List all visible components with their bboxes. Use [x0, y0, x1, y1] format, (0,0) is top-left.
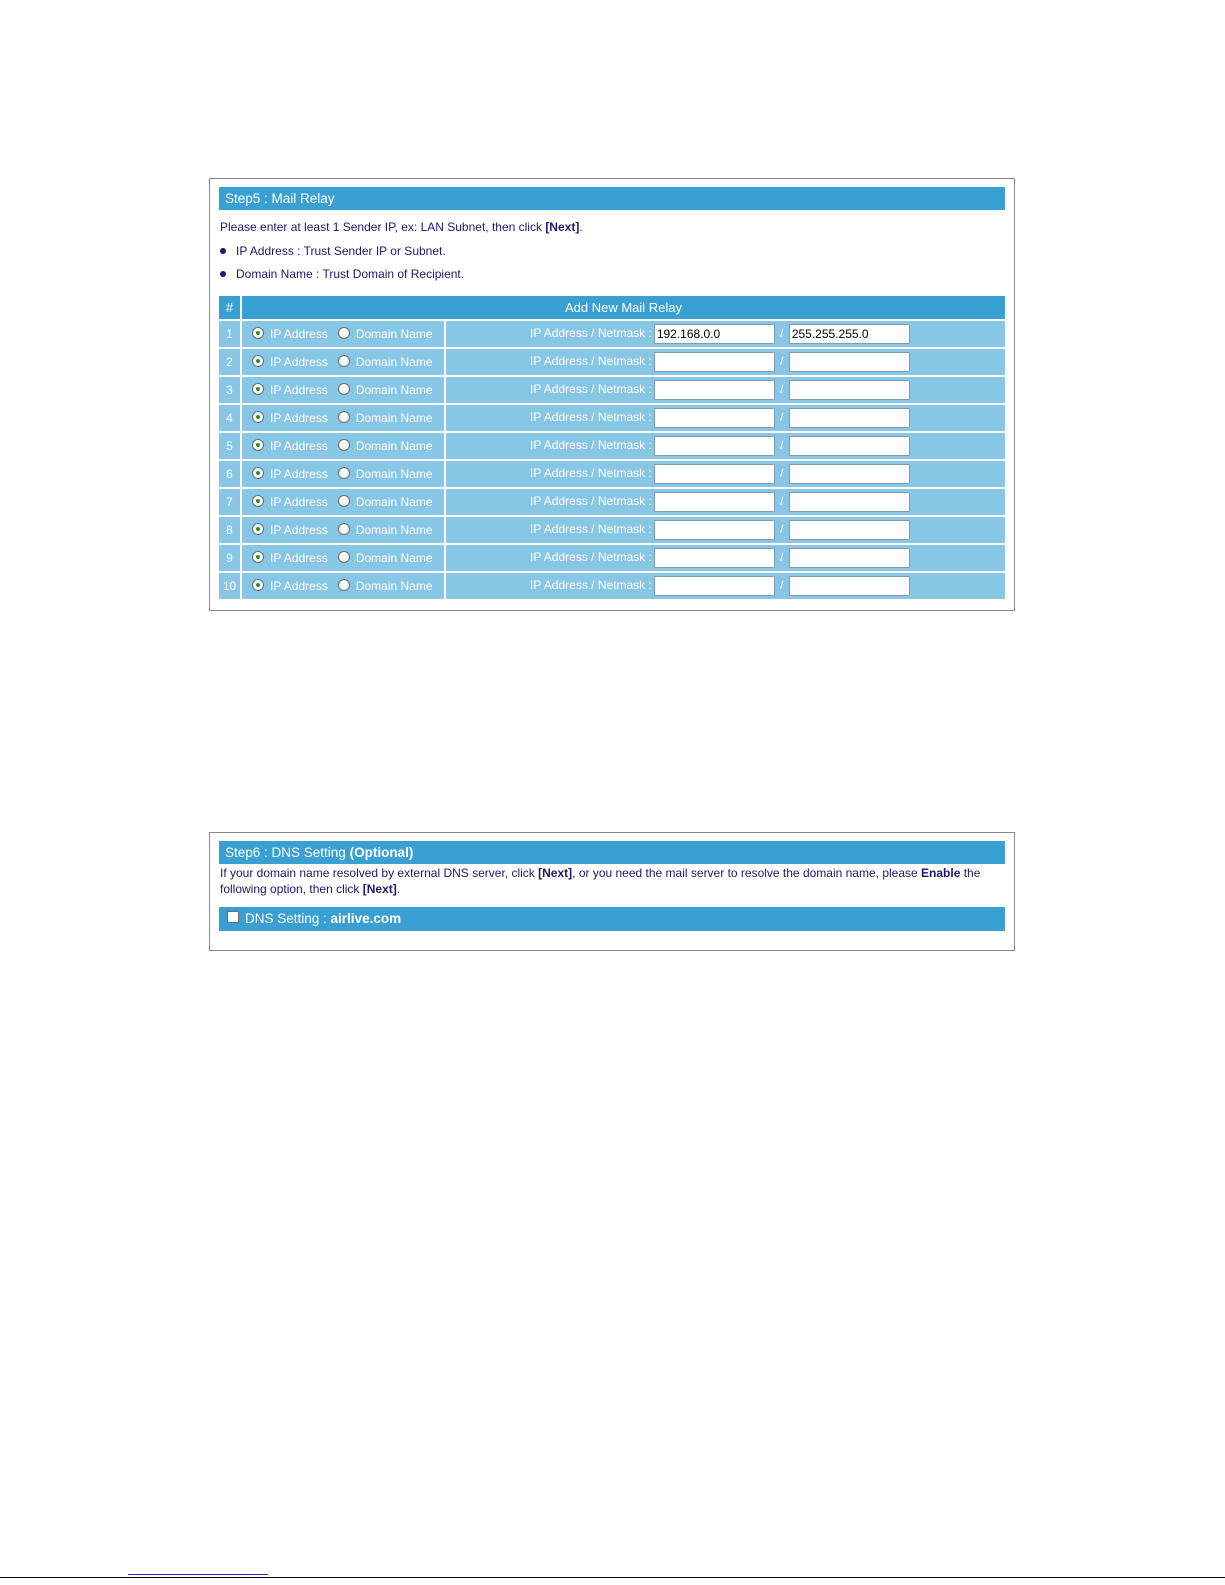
step5-instruction [220, 220, 583, 234]
step6-instruction [220, 865, 1000, 897]
ip-netmask-label: IP Address / Netmask : [530, 438, 652, 453]
table-row [219, 319, 1005, 347]
domain-name-option-label: Domain Name [355, 439, 433, 453]
ip-netmask-label: IP Address / Netmask : [530, 354, 652, 369]
bullet-ip [220, 244, 446, 258]
row-number: 5 [219, 431, 242, 459]
mail-relay-panel [209, 178, 1015, 611]
relay-type-cell [242, 431, 446, 459]
domain-name-option-label: Domain Name [355, 579, 433, 593]
step6-title [219, 841, 1005, 864]
row-number: 4 [219, 403, 242, 431]
relay-type-cell [242, 515, 446, 543]
relay-address-cell [446, 543, 1005, 571]
domain-name-radio[interactable] [338, 467, 350, 479]
table-row [219, 487, 1005, 515]
ip-address-option-label: IP Address [270, 327, 328, 341]
table-row [219, 375, 1005, 403]
relay-address-cell [446, 459, 1005, 487]
col-number-header: # [219, 296, 242, 319]
netmask-input[interactable] [789, 464, 910, 484]
instruction-text: Please enter at least 1 Sender IP, ex: LAN Subnet, then click [220, 220, 546, 234]
table-row [219, 403, 1005, 431]
footer-link-underline [128, 1574, 268, 1575]
ip-netmask-label: IP Address / Netmask : [530, 466, 652, 481]
slash-separator: / [780, 466, 784, 481]
ip-netmask-label: IP Address / Netmask : [530, 382, 652, 397]
domain-name-radio[interactable] [338, 439, 350, 451]
ip-netmask-label: IP Address / Netmask : [530, 494, 652, 509]
slash-separator: / [780, 550, 784, 565]
ip-address-radio[interactable] [252, 467, 264, 479]
slash-separator: / [780, 354, 784, 369]
ip-address-option-label: IP Address [270, 467, 328, 481]
footer-divider [0, 1577, 1225, 1578]
relay-type-cell [242, 347, 446, 375]
domain-name-option-label: Domain Name [355, 467, 433, 481]
ip-address-radio[interactable] [252, 439, 264, 451]
netmask-input[interactable] [789, 436, 910, 456]
mail-relay-table [219, 296, 1005, 599]
netmask-input[interactable] [789, 548, 910, 568]
dns-setting-checkbox[interactable] [227, 911, 239, 923]
domain-name-radio[interactable] [338, 495, 350, 507]
table-row [219, 571, 1005, 599]
table-row [219, 515, 1005, 543]
row-number: 7 [219, 487, 242, 515]
slash-separator: / [780, 578, 784, 593]
dns-text-2: , or you need the mail server to resolve the domain name, please [572, 866, 922, 880]
ip-address-input[interactable] [654, 436, 775, 456]
slash-separator: / [780, 438, 784, 453]
domain-name-radio[interactable] [338, 551, 350, 563]
domain-name-option-label: Domain Name [355, 523, 433, 537]
domain-name-radio[interactable] [338, 383, 350, 395]
table-header-row [219, 296, 1005, 319]
bullet-domain [220, 267, 464, 281]
ip-address-input[interactable] [654, 492, 775, 512]
dns-text-4: . [396, 882, 401, 896]
ip-netmask-label: IP Address / Netmask : [530, 326, 652, 341]
netmask-input[interactable] [789, 520, 910, 540]
relay-type-cell [242, 319, 446, 347]
ip-address-option-label: IP Address [270, 383, 328, 397]
ip-address-option-label: IP Address [270, 355, 328, 369]
ip-netmask-label: IP Address / Netmask : [530, 550, 652, 565]
relay-type-cell [242, 459, 446, 487]
ip-address-radio[interactable] [252, 551, 264, 563]
dns-next-2: [Next] [362, 882, 397, 896]
netmask-input[interactable] [789, 576, 910, 596]
ip-address-option-label: IP Address [270, 523, 328, 537]
slash-separator: / [780, 522, 784, 537]
relay-address-cell [446, 319, 1005, 347]
ip-address-option-label: IP Address [270, 579, 328, 593]
ip-netmask-label: IP Address / Netmask : [530, 522, 652, 537]
ip-address-radio[interactable] [252, 327, 264, 339]
relay-address-cell [446, 375, 1005, 403]
domain-name-radio[interactable] [338, 523, 350, 535]
dns-text-1: If your domain name resolved by external DNS server, click [220, 866, 539, 880]
table-row [219, 459, 1005, 487]
relay-address-cell [446, 515, 1005, 543]
row-number: 1 [219, 319, 242, 347]
relay-type-cell [242, 375, 446, 403]
dns-domain-value: airlive.com [330, 911, 402, 926]
relay-address-cell [446, 571, 1005, 599]
slash-separator: / [780, 410, 784, 425]
table-row [219, 543, 1005, 571]
ip-address-option-label: IP Address [270, 439, 328, 453]
dns-next-1: [Next] [538, 866, 573, 880]
ip-address-option-label: IP Address [270, 411, 328, 425]
col-title-header: Add New Mail Relay [242, 296, 1005, 319]
step6-title-optional: (Optional) [349, 845, 414, 860]
ip-address-radio[interactable] [252, 495, 264, 507]
step5-title: Step5 : Mail Relay [219, 187, 1005, 210]
dns-setting-row [219, 907, 1005, 931]
table-row [219, 347, 1005, 375]
relay-type-cell [242, 487, 446, 515]
domain-name-radio[interactable] [338, 327, 350, 339]
relay-type-cell [242, 403, 446, 431]
dns-text-3: the following option, then click [220, 866, 981, 896]
row-number: 8 [219, 515, 242, 543]
netmask-input[interactable] [789, 380, 910, 400]
domain-name-option-label: Domain Name [355, 383, 433, 397]
ip-address-option-label: IP Address [270, 551, 328, 565]
dns-enable: Enable [921, 866, 961, 880]
ip-address-input[interactable] [654, 576, 775, 596]
relay-address-cell [446, 347, 1005, 375]
ip-address-input[interactable] [654, 408, 775, 428]
dns-setting-label: DNS Setting : [245, 911, 331, 926]
row-number: 9 [219, 543, 242, 571]
bullet-domain-text: Domain Name : Trust Domain of Recipient. [236, 267, 465, 281]
dns-setting-panel [209, 832, 1015, 951]
ip-address-radio[interactable] [252, 411, 264, 423]
ip-address-radio[interactable] [252, 523, 264, 535]
ip-address-input[interactable] [654, 520, 775, 540]
ip-netmask-label: IP Address / Netmask : [530, 410, 652, 425]
step6-title-text: Step6 : DNS Setting [225, 845, 350, 860]
ip-address-option-label: IP Address [270, 495, 328, 509]
domain-name-option-label: Domain Name [355, 495, 433, 509]
ip-address-input[interactable] [654, 464, 775, 484]
relay-address-cell [446, 487, 1005, 515]
domain-name-radio[interactable] [338, 411, 350, 423]
instruction-end: . [579, 220, 583, 234]
ip-address-radio[interactable] [252, 383, 264, 395]
slash-separator: / [780, 326, 784, 341]
slash-separator: / [780, 494, 784, 509]
table-row [219, 431, 1005, 459]
bullet-dot-icon [220, 248, 226, 254]
netmask-input[interactable] [789, 352, 910, 372]
netmask-input[interactable] [789, 492, 910, 512]
relay-address-cell [446, 403, 1005, 431]
ip-address-radio[interactable] [252, 355, 264, 367]
row-number: 3 [219, 375, 242, 403]
row-number: 10 [219, 571, 242, 599]
domain-name-radio[interactable] [338, 579, 350, 591]
slash-separator: / [780, 382, 784, 397]
domain-name-option-label: Domain Name [355, 551, 433, 565]
domain-name-option-label: Domain Name [355, 355, 433, 369]
instruction-next: [Next] [545, 220, 580, 234]
ip-netmask-label: IP Address / Netmask : [530, 578, 652, 593]
ip-address-input[interactable] [654, 380, 775, 400]
bullet-dot-icon [220, 271, 226, 277]
domain-name-option-label: Domain Name [355, 327, 433, 341]
relay-address-cell [446, 431, 1005, 459]
relay-type-cell [242, 543, 446, 571]
netmask-input[interactable] [789, 408, 910, 428]
domain-name-radio[interactable] [338, 355, 350, 367]
domain-name-option-label: Domain Name [355, 411, 433, 425]
bullet-ip-text: IP Address : Trust Sender IP or Subnet. [236, 244, 446, 258]
ip-address-input[interactable]: 192.168.0.0 [654, 324, 775, 344]
row-number: 2 [219, 347, 242, 375]
ip-address-radio[interactable] [252, 579, 264, 591]
relay-type-cell [242, 571, 446, 599]
ip-address-input[interactable] [654, 352, 775, 372]
row-number: 6 [219, 459, 242, 487]
ip-address-input[interactable] [654, 548, 775, 568]
netmask-input[interactable]: 255.255.255.0 [789, 324, 910, 344]
